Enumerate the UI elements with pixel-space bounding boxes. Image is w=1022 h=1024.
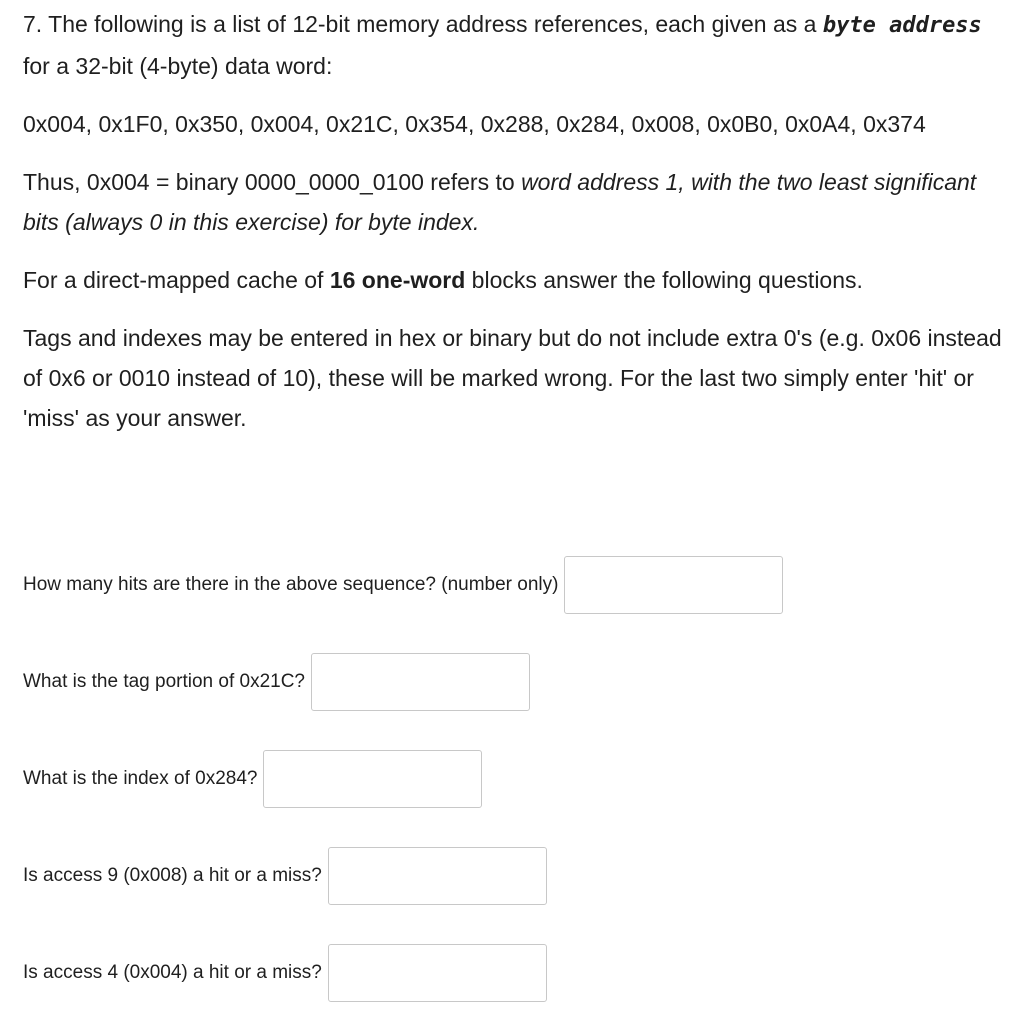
answer-input-access4[interactable] [328,944,547,1002]
question-row-access4 [23,944,547,1002]
question-label: Is access 4 (0x004) a hit or a miss? [23,962,322,983]
intro-code: byte address [822,13,982,38]
thus-prefix: Thus, 0x004 = binary 0000_0000_0100 refers to [23,169,522,195]
instructions: Tags and indexes may be entered in hex or binary but do not include extra 0's (e.g. 0x06 instead of 0x6 or 0010 instead of 10), these will be marked wrong. For the last two simply enter 'hit' or 'miss' as your answer. [23,325,1002,431]
question-row-access9 [23,847,547,905]
address-list: 0x004, 0x1F0, 0x350, 0x004, 0x21C, 0x354, 0x288, 0x284, 0x008, 0x0B0, 0x0A4, 0x374 [23,111,926,137]
question-row-index [23,750,482,808]
question-row-tag [23,653,530,711]
cache-prefix: For a direct-mapped cache of [23,267,330,293]
intro-prefix: 7. The following is a list of 12-bit memory address references, each given as a [23,11,823,37]
cache-suffix: blocks answer the following questions. [465,267,863,293]
answer-input-tag[interactable] [311,653,530,711]
thus-paragraph [23,162,1008,242]
intro-suffix: for a 32-bit (4-byte) data word: [23,53,333,79]
answer-input-index[interactable] [263,750,482,808]
question-text [23,4,1008,438]
question-intro [23,4,1008,86]
thus-italic: word address 1, with the two least significant bits (always 0 in this exercise) for byte index. [23,169,977,235]
answer-input-hits[interactable] [564,556,783,614]
question-label: What is the tag portion of 0x21C? [23,671,305,692]
cache-bold: 16 one-word [329,267,466,293]
answer-input-access9[interactable] [328,847,547,905]
cache-paragraph [23,260,1008,300]
question-label: How many hits are there in the above sequence? (number only) [23,574,559,595]
question-label: What is the index of 0x284? [23,768,258,789]
question-row-hits [23,556,783,614]
question-label: Is access 9 (0x008) a hit or a miss? [23,865,322,886]
